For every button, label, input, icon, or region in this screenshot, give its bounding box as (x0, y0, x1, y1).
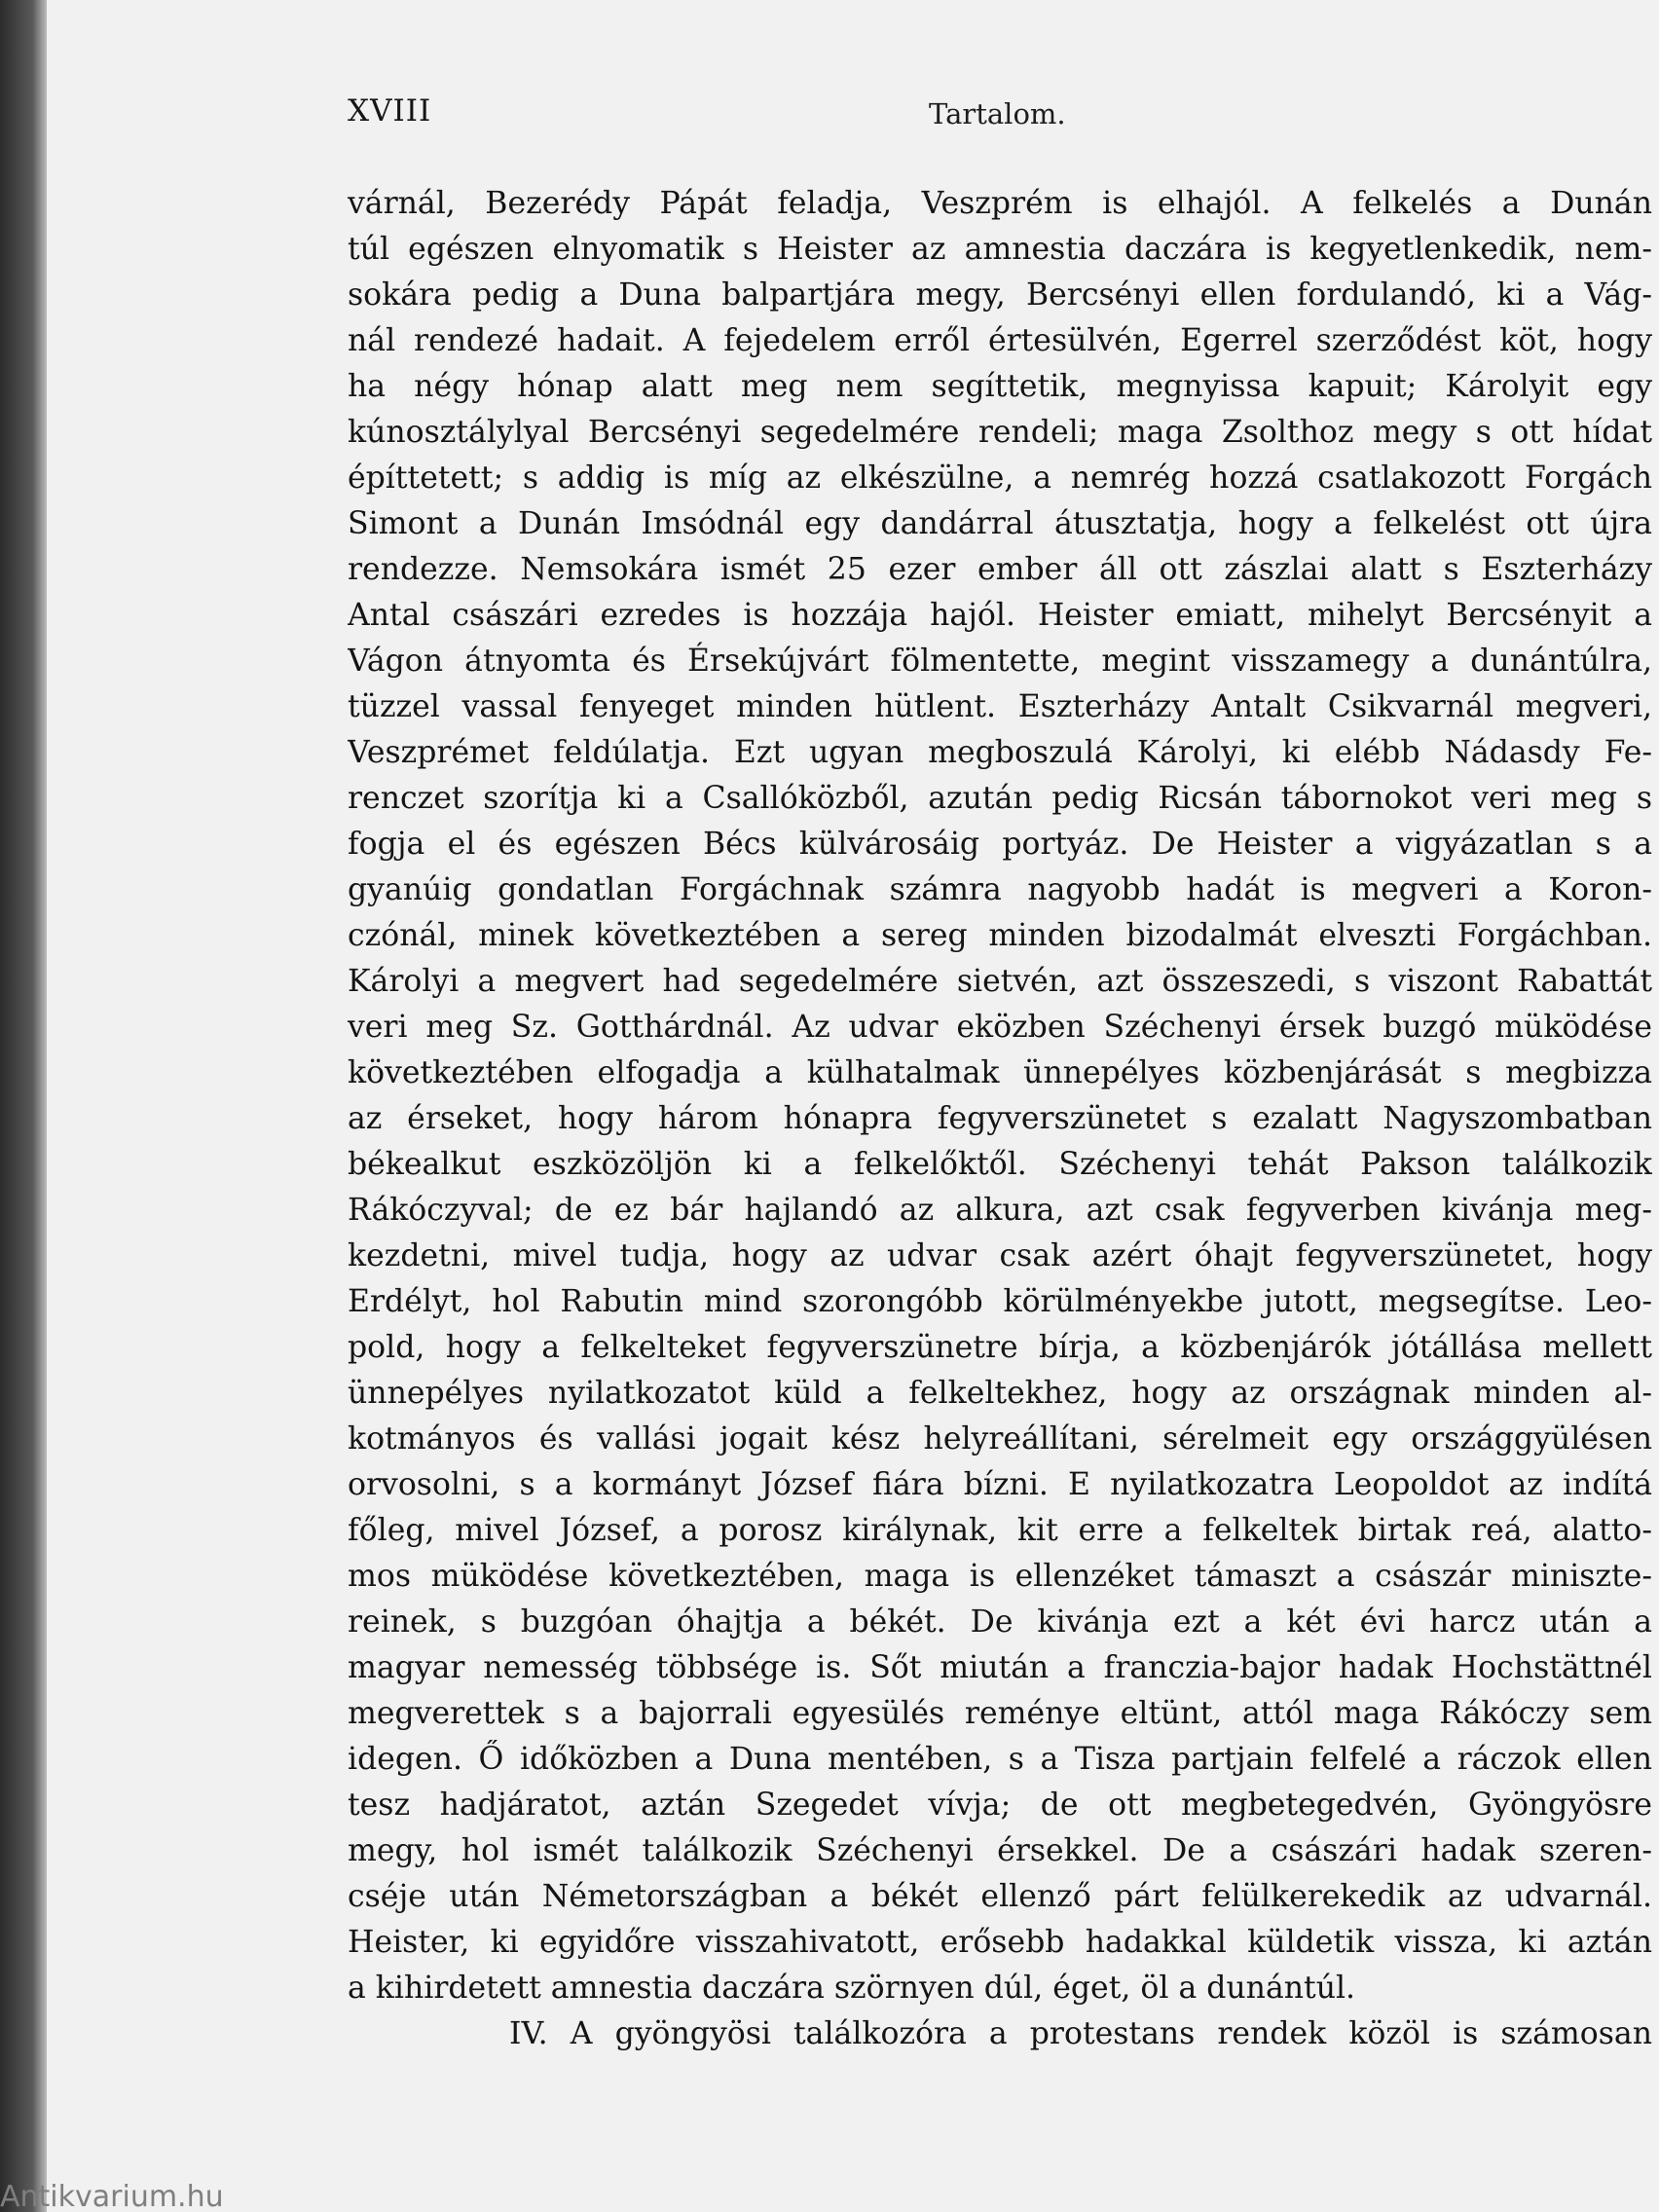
text-line: főleg, mivel József, a porosz királynak, kit erre a felkeltek birtak reá, alatto- (348, 1513, 1652, 1548)
text-line: Simont a Dunán Imsódnál egy dandárral átusztatja, hogy a felkelést ott újra (348, 506, 1652, 541)
running-title: Tartalom. (929, 97, 1066, 130)
text-line: czónál, minek következtében a sereg minden bizodalmát elveszti Forgáchban. (348, 918, 1652, 953)
text-line: Rákóczyval; de ez bár hajlandó az alkura, azt csak fegyverben kivánja meg- (348, 1193, 1652, 1228)
text-line: tesz hadjáratot, aztán Szegedet vívja; de ott megbetegedvén, Gyöngyösre (348, 1788, 1652, 1823)
text-line: ünnepélyes nyilatkozatot küld a felkeltekhez, hogy az országnak minden al- (348, 1376, 1652, 1411)
section-iv-start-line: IV. A gyöngyösi találkozóra a protestans rendek közöl is számosan (509, 2016, 1652, 2051)
text-line: orvosolni, s a kormányt József fiára bízni. E nyilatkozatra Leopoldot az indítá (348, 1467, 1652, 1502)
text-line: békealkut eszközöljön ki a felkelőktől. Széchenyi tehát Pakson találkozik (348, 1147, 1652, 1182)
page-number: XVIII (348, 93, 432, 129)
text-line: cséje után Németországban a békét ellenző párt felülkerekedik az udvarnál. (348, 1879, 1652, 1914)
book-page (47, 0, 1659, 2212)
text-line: idegen. Ő időközben a Duna mentében, s a Tisza partjain felfelé a ráczok ellen (348, 1742, 1652, 1777)
watermark: Antikvarium.hu (0, 2183, 224, 2212)
text-line: megy, hol ismét találkozik Széchenyi érsekkel. De a császári hadak szeren- (348, 1833, 1652, 1868)
text-line: megverettek s a bajorrali egyesülés reménye eltünt, attól maga Rákóczy sem (348, 1696, 1652, 1731)
text-line: kúnosztálylyal Bercsényi segedelmére rendeli; maga Zsolthoz megy s ott hídat (348, 415, 1652, 450)
text-line: Veszprémet feldúlatja. Ezt ugyan megboszulá Károlyi, ki elébb Nádasdy Fe- (348, 735, 1652, 770)
text-line: Antal császári ezredes is hozzája hajól. Heister emiatt, mihelyt Bercsényit a (348, 598, 1652, 633)
text-line: Erdélyt, hol Rabutin mind szorongóbb körülményekbe jutott, megsegítse. Leo- (348, 1284, 1652, 1319)
text-line: reinek, s buzgóan óhajtja a békét. De kivánja ezt a két évi harcz után a (348, 1604, 1652, 1640)
text-line: következtében elfogadja a külhatalmak ünnepélyes közbenjárását s megbizza (348, 1055, 1652, 1090)
text-line: renczet szorítja ki a Csallóközből, azután pedig Ricsán tábornokot veri meg s (348, 781, 1652, 816)
text-line: pold, hogy a felkelteket fegyverszünetre bírja, a közbenjárók jótállása mellett (348, 1330, 1652, 1365)
body-text (348, 181, 1652, 2057)
text-line: Vágon átnyomta és Érsekújvárt fölmentette, megint visszamegy a dunántúlra, (348, 644, 1652, 679)
text-line: nál rendezé hadait. A fejedelem erről értesülvén, Egerrel szerződést köt, hogy (348, 323, 1652, 358)
text-line: kezdetni, mivel tudja, hogy az udvar csak azért óhajt fegyverszünetet, hogy (348, 1238, 1652, 1273)
text-line: várnál, Bezerédy Pápát feladja, Veszprém is elhajól. A felkelés a Dunán (348, 186, 1652, 221)
text-line: kotmányos és vallási jogait kész helyreállítani, sérelmeit egy országgyülésen (348, 1421, 1652, 1456)
text-line: ha négy hónap alatt meg nem segíttetik, megnyissa kapuit; Károlyit egy (348, 369, 1652, 404)
text-line: gyanúig gondatlan Forgáchnak számra nagyobb hadát is megveri a Koron- (348, 872, 1652, 907)
text-line: építtetett; s addig is míg az elkészülne, a nemrég hozzá csatlakozott Forgách (348, 461, 1652, 496)
text-line: mos müködése következtében, maga is ellenzéket támaszt a császár miniszte- (348, 1559, 1652, 1594)
text-line: túl egészen elnyomatik s Heister az amnestia daczára is kegyetlenkedik, nem- (348, 232, 1652, 267)
text-line: Károlyi a megvert had segedelmére sietvén, azt összeszedi, s viszont Rabattát (348, 964, 1652, 999)
book-spine-shadow (0, 0, 47, 2212)
text-line: tüzzel vassal fenyeget minden hütlent. Eszterházy Antalt Csikvarnál megveri, (348, 689, 1652, 724)
text-line: fogja el és egészen Bécs külvárosáig portyáz. De Heister a vigyázatlan s a (348, 827, 1652, 862)
text-line: Heister, ki egyidőre visszahivatott, erősebb hadakkal küldetik vissza, ki aztán (348, 1925, 1652, 1960)
text-line: magyar nemesség többsége is. Sőt miután a franczia-bajor hadak Hochstättnél (348, 1650, 1652, 1685)
text-line: az érseket, hogy három hónapra fegyverszünetet s ezalatt Nagyszombatban (348, 1101, 1652, 1136)
page-header (348, 93, 1652, 142)
text-line-paragraph-end: a kihirdetett amnestia daczára szörnyen dúl, éget, öl a dunántúl. (348, 1971, 1356, 2006)
text-line: sokára pedig a Duna balpartjára megy, Bercsényi ellen fordulandó, ki a Vág- (348, 277, 1652, 313)
text-line: veri meg Sz. Gotthárdnál. Az udvar eközben Széchenyi érsek buzgó müködése (348, 1010, 1652, 1045)
text-line: rendezze. Nemsokára ismét 25 ezer ember áll ott zászlai alatt s Eszterházy (348, 552, 1652, 587)
